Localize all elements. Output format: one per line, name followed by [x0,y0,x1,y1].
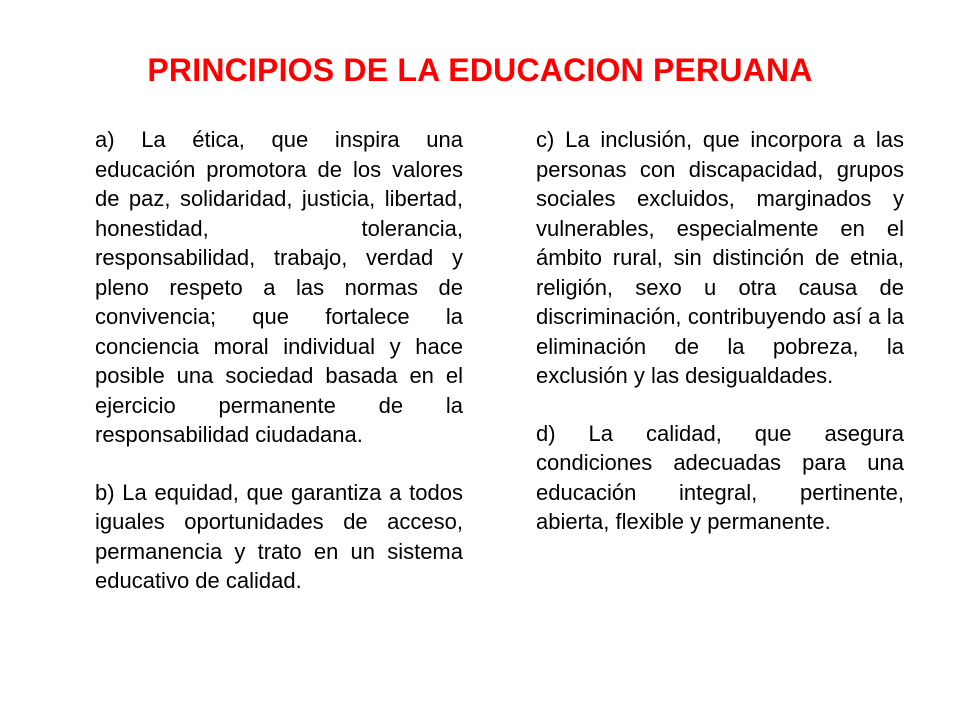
principle-inclusion: c) La inclusión, que incorpora a las personas con discapacidad, grupos sociales excluidos, marginados y vulnerables, especialmente en el ámbito rural, sin distinción de etnia, religión, sexo u otra causa de discriminación, contribuyendo así a la eliminación de la pobreza, la exclusión y las desigualdades. [536,127,904,388]
slide-title: PRINCIPIOS DE LA EDUCACION PERUANA [147,52,813,88]
right-column [536,125,904,565]
principle-etica: a) La ética, que inspira una educación promotora de los valores de paz, solidaridad, justicia, libertad, honestidad, tolerancia, responsabilidad, trabajo, verdad y pleno respeto a las normas de convivencia; que fortalece la conciencia moral individual y hace posible una sociedad basada en el ejercicio permanente de la responsabilidad ciudadana. [95,127,463,447]
principle-calidad: d) La calidad, que asegura condiciones adecuadas para una educación integral, pertinente, abierta, flexible y permanente. [536,420,904,534]
principle-equidad: b) La equidad, que garantiza a todos iguales oportunidades de acceso, permanencia y trato en un sistema educativo de calidad. [95,479,463,593]
left-column [95,125,463,624]
